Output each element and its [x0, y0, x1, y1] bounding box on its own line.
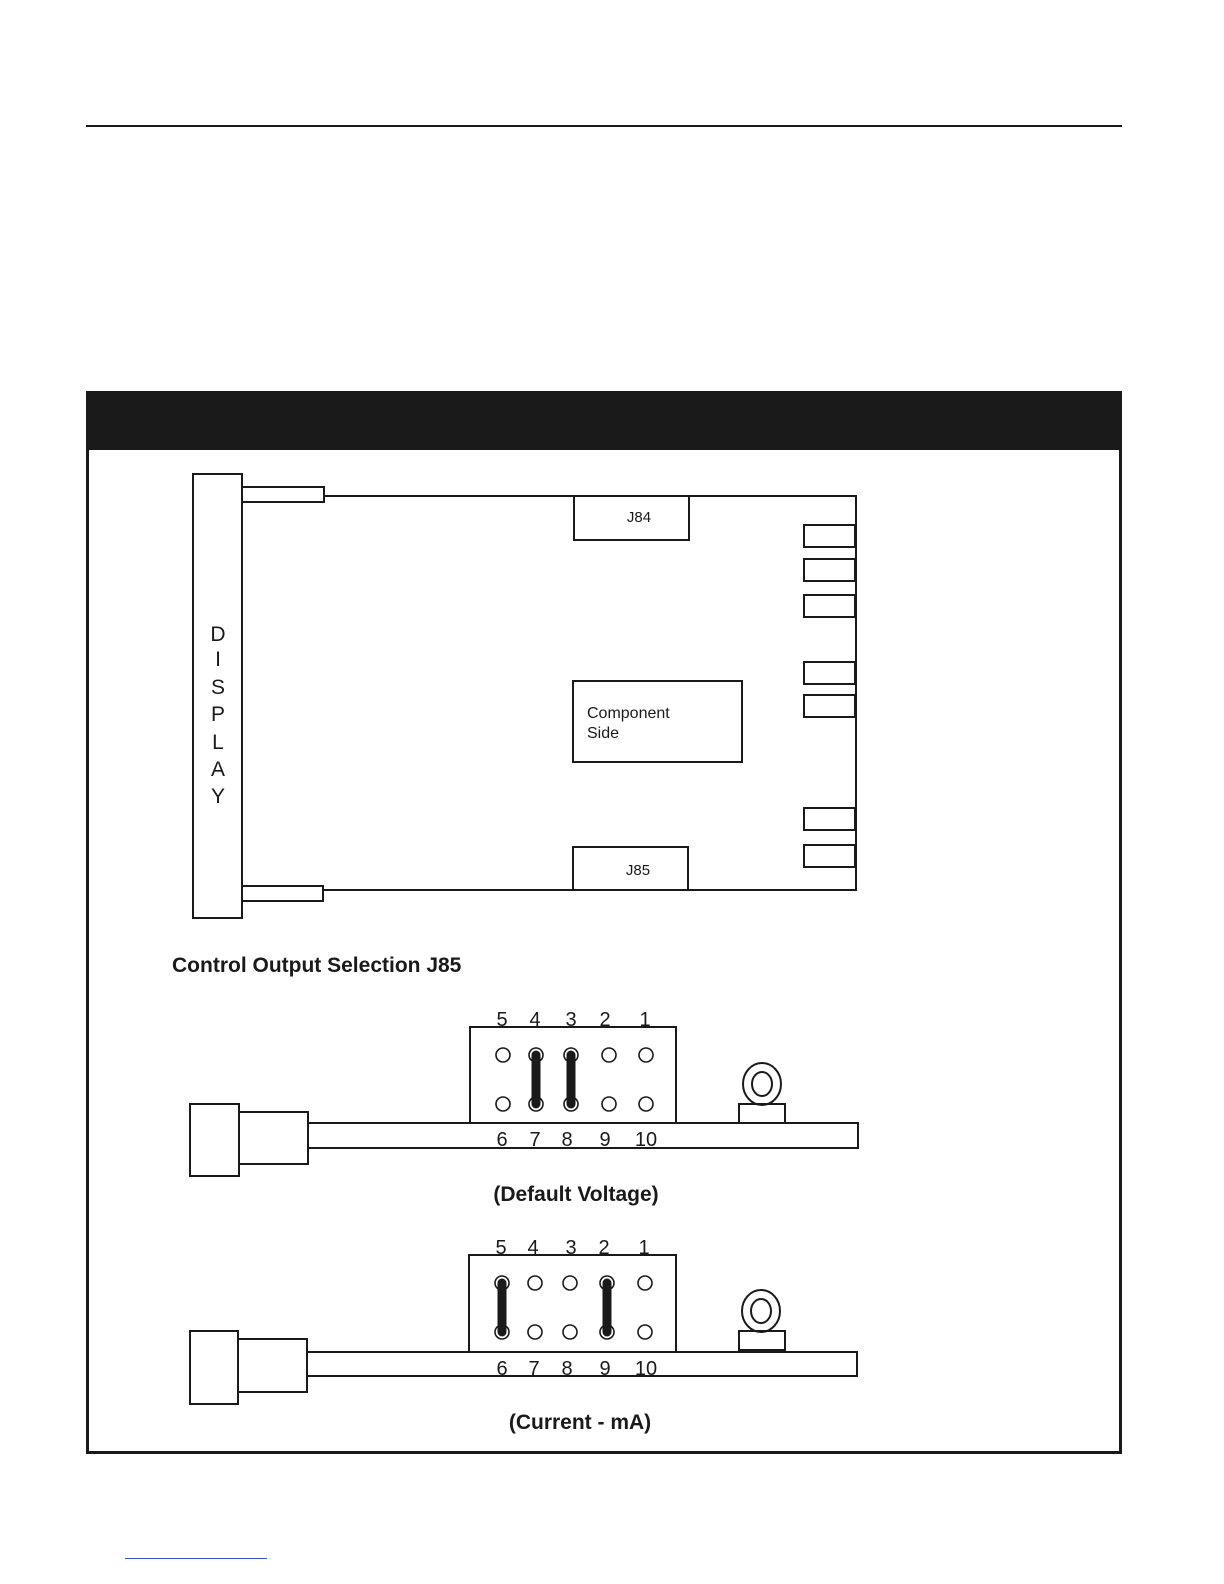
footer-rule: [125, 1558, 267, 1559]
pin-number: 2: [598, 1237, 610, 1259]
header-pin: [528, 1325, 542, 1339]
pin-number: 8: [561, 1129, 573, 1151]
display-letter: Y: [210, 785, 226, 808]
side-connector-body: [190, 1104, 239, 1176]
header-pin: [602, 1048, 616, 1062]
side-connector-plug: [239, 1112, 308, 1164]
terminal-block: [804, 808, 855, 830]
pin-number: 10: [634, 1129, 658, 1151]
edge-board-strip: [308, 1123, 858, 1148]
display-letter: P: [210, 703, 226, 726]
mount-ring-outer: [743, 1063, 781, 1105]
header-pin: [638, 1276, 652, 1290]
standoff-bottom: [242, 886, 323, 901]
diagram-caption: (Default Voltage): [493, 1183, 659, 1206]
header-pin: [496, 1048, 510, 1062]
terminal-block: [804, 595, 855, 617]
header-pin: [563, 1276, 577, 1290]
side-connector-body: [190, 1331, 238, 1404]
edge-board-strip: [307, 1352, 857, 1376]
pin-number: 5: [495, 1237, 507, 1259]
pin-number: 10: [634, 1358, 658, 1380]
mount-ring-inner: [752, 1072, 772, 1096]
display-letter: S: [210, 676, 226, 699]
display-letter: A: [210, 758, 226, 781]
pin-number: 7: [528, 1358, 540, 1380]
terminal-block: [804, 845, 855, 867]
pin-number: 1: [638, 1237, 650, 1259]
edge-terminals: [804, 525, 855, 867]
pin-number: 3: [565, 1237, 577, 1259]
display-letter: L: [212, 731, 224, 754]
mount-ring-outer: [742, 1290, 780, 1332]
mount-base: [739, 1331, 785, 1350]
terminal-block: [804, 695, 855, 717]
component-side-label-line2: Side: [587, 725, 620, 742]
connector-j85-label: J85: [625, 862, 651, 879]
diagram-caption: (Current - mA): [508, 1411, 652, 1434]
pin-number: 3: [565, 1009, 577, 1031]
connector-j84-label: J84: [626, 509, 652, 526]
pin-number: 6: [496, 1129, 508, 1151]
terminal-block: [804, 662, 855, 684]
header-pin: [638, 1325, 652, 1339]
pin-number: 7: [529, 1129, 541, 1151]
display-letter: I: [215, 648, 221, 671]
section-title: Control Output Selection J85: [172, 954, 462, 977]
header-pin: [639, 1097, 653, 1111]
display-letter: D: [210, 623, 226, 646]
pin-number: 5: [496, 1009, 508, 1031]
terminal-block: [804, 559, 855, 581]
terminal-block: [804, 525, 855, 547]
header-pin: [639, 1048, 653, 1062]
pin-number: 9: [599, 1129, 611, 1151]
header-pin: [528, 1276, 542, 1290]
pin-number: 9: [599, 1358, 611, 1380]
jumper-diagram-current-ma: [190, 1237, 857, 1434]
pin-number: 4: [529, 1009, 541, 1031]
component-side-label-line1: Component: [587, 705, 670, 722]
pin-number: 8: [561, 1358, 573, 1380]
pin-number: 1: [639, 1009, 651, 1031]
pin-number: 2: [599, 1009, 611, 1031]
side-connector-plug: [238, 1339, 307, 1392]
mount-ring-inner: [751, 1299, 771, 1323]
header-pin: [602, 1097, 616, 1111]
header-pin: [496, 1097, 510, 1111]
mount-base: [739, 1104, 785, 1123]
standoff-top: [242, 487, 324, 502]
pin-number: 4: [527, 1237, 539, 1259]
header-pin: [563, 1325, 577, 1339]
jumper-diagram-default-voltage: [190, 1009, 858, 1206]
pin-number: 6: [496, 1358, 508, 1380]
